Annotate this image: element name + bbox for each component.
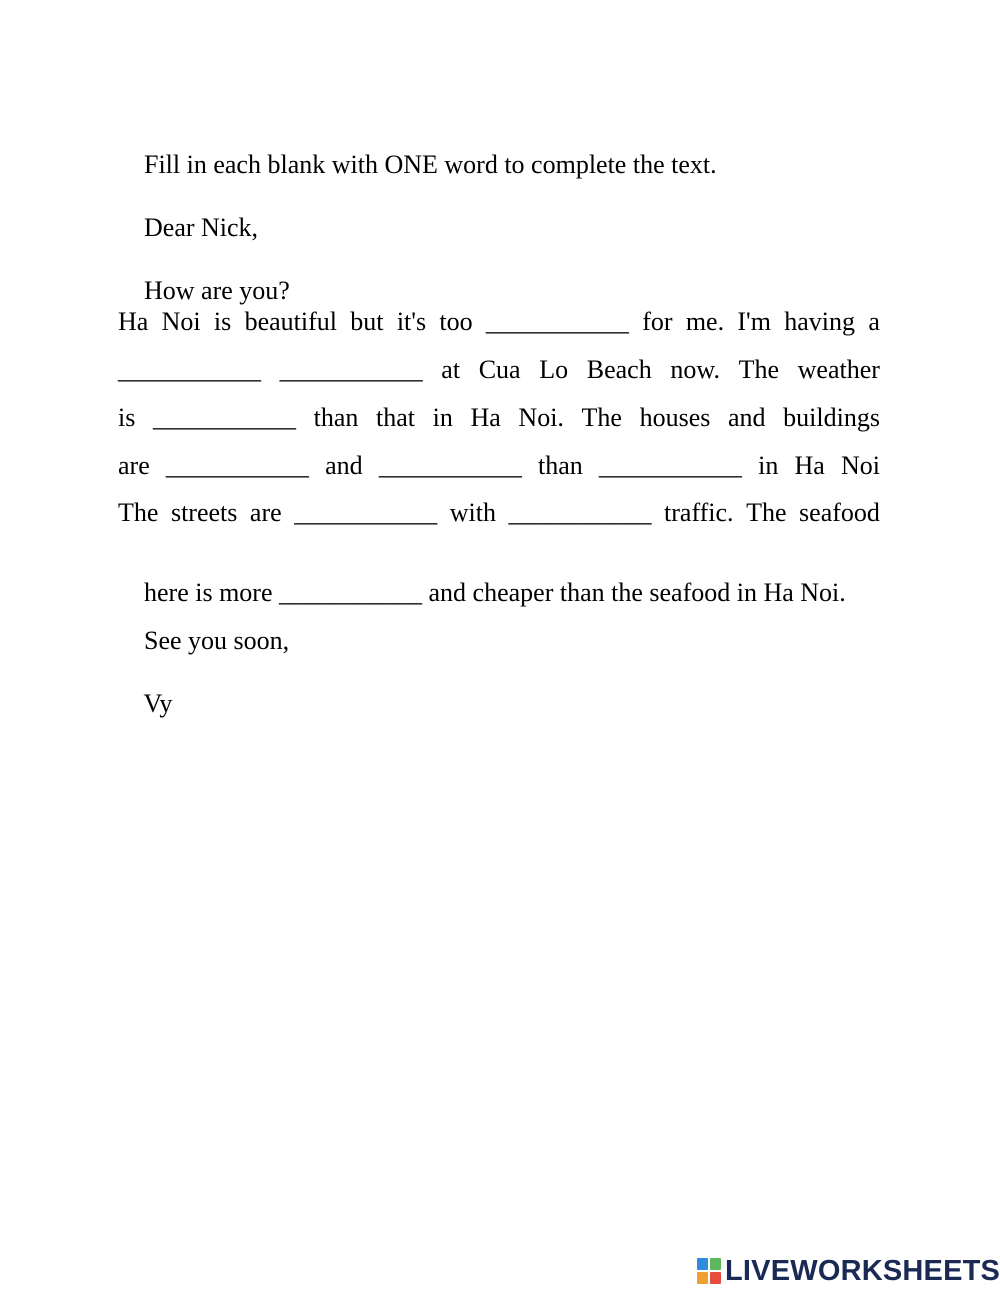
- paragraph-word: than: [537, 451, 583, 480]
- answer-blank[interactable]: ___________: [294, 498, 438, 527]
- paragraph-word: traffic.: [664, 498, 734, 527]
- paragraph-word: in: [758, 451, 779, 480]
- answer-blank[interactable]: ___________: [598, 451, 742, 480]
- question-label: How are you?: [144, 276, 290, 305]
- paragraph-word: Ha: [470, 403, 501, 432]
- paragraph-word: Noi: [841, 451, 880, 480]
- paragraph-line: [118, 402, 880, 434]
- paragraph-word: and: [728, 403, 766, 432]
- closing-label: See you soon,: [144, 626, 290, 655]
- paragraph-word: now.: [670, 355, 720, 384]
- answer-blank[interactable]: ___________: [485, 307, 629, 336]
- paragraph-word: The: [746, 498, 787, 527]
- paragraph-word: having: [784, 307, 856, 336]
- paragraph-word: but: [350, 307, 384, 336]
- liveworksheets-logo-text: LIVEWORKSHEETS: [725, 1254, 1000, 1287]
- paragraph-word: for: [642, 307, 673, 336]
- paragraph-word: and: [325, 451, 363, 480]
- paragraph-word: The: [118, 498, 159, 527]
- paragraph-word: is: [213, 307, 232, 336]
- paragraph-word: Lo: [539, 355, 569, 384]
- signature-text: [118, 656, 880, 752]
- paragraph-word: Noi.: [518, 403, 564, 432]
- paragraph-word: Ha: [118, 307, 149, 336]
- paragraph-word: are: [118, 451, 150, 480]
- answer-blank[interactable]: ___________: [279, 355, 423, 384]
- paragraph-word: streets: [170, 498, 238, 527]
- paragraph-word: it's: [396, 307, 427, 336]
- paragraph-word: Ha: [794, 451, 825, 480]
- answer-blank[interactable]: ___________: [152, 403, 296, 432]
- paragraph-word: buildings: [783, 403, 880, 432]
- paragraph-word: Cua: [478, 355, 521, 384]
- signature-label: Vy: [143, 689, 173, 718]
- paragraph-line: [118, 306, 880, 338]
- paragraph-word: I'm: [737, 307, 771, 336]
- paragraph-word: Beach: [586, 355, 652, 384]
- answer-blank[interactable]: ___________: [378, 451, 522, 480]
- paragraph-word: is: [118, 403, 136, 432]
- paragraph-word: that: [375, 403, 415, 432]
- liveworksheets-logo: [697, 1255, 1000, 1287]
- answer-blank[interactable]: ___________: [508, 498, 652, 527]
- paragraph-word: seafood: [799, 498, 880, 527]
- answer-blank[interactable]: ___________: [165, 451, 309, 480]
- answer-blank[interactable]: ___________: [118, 355, 261, 384]
- paragraph-word: weather: [797, 355, 880, 384]
- paragraph-line: [118, 497, 880, 529]
- paragraph-word: at: [441, 355, 461, 384]
- paragraph-line: [118, 354, 880, 386]
- paragraph-word: The: [738, 355, 780, 384]
- paragraph-word: are: [249, 498, 282, 527]
- paragraph-word: The: [581, 403, 622, 432]
- paragraph-word: too: [439, 307, 473, 336]
- paragraph-word: houses: [639, 403, 711, 432]
- paragraph-word: me.: [685, 307, 725, 336]
- greeting-label: Dear Nick,: [144, 213, 259, 242]
- instruction-label: Fill in each blank with ONE word to complete the text.: [144, 150, 717, 179]
- paragraph-word: beautiful: [244, 307, 337, 336]
- paragraph-last-line-text: here is more ___________ and cheaper than the seafood in Ha Noi.: [144, 578, 846, 607]
- liveworksheets-logo-icon: [697, 1258, 721, 1284]
- paragraph-word: in: [432, 403, 453, 432]
- paragraph-word: a: [868, 307, 880, 336]
- paragraph-word: than: [313, 403, 359, 432]
- paragraph-line: [118, 450, 880, 482]
- paragraph-word: Noi: [161, 307, 201, 336]
- paragraph-word: with: [449, 498, 496, 527]
